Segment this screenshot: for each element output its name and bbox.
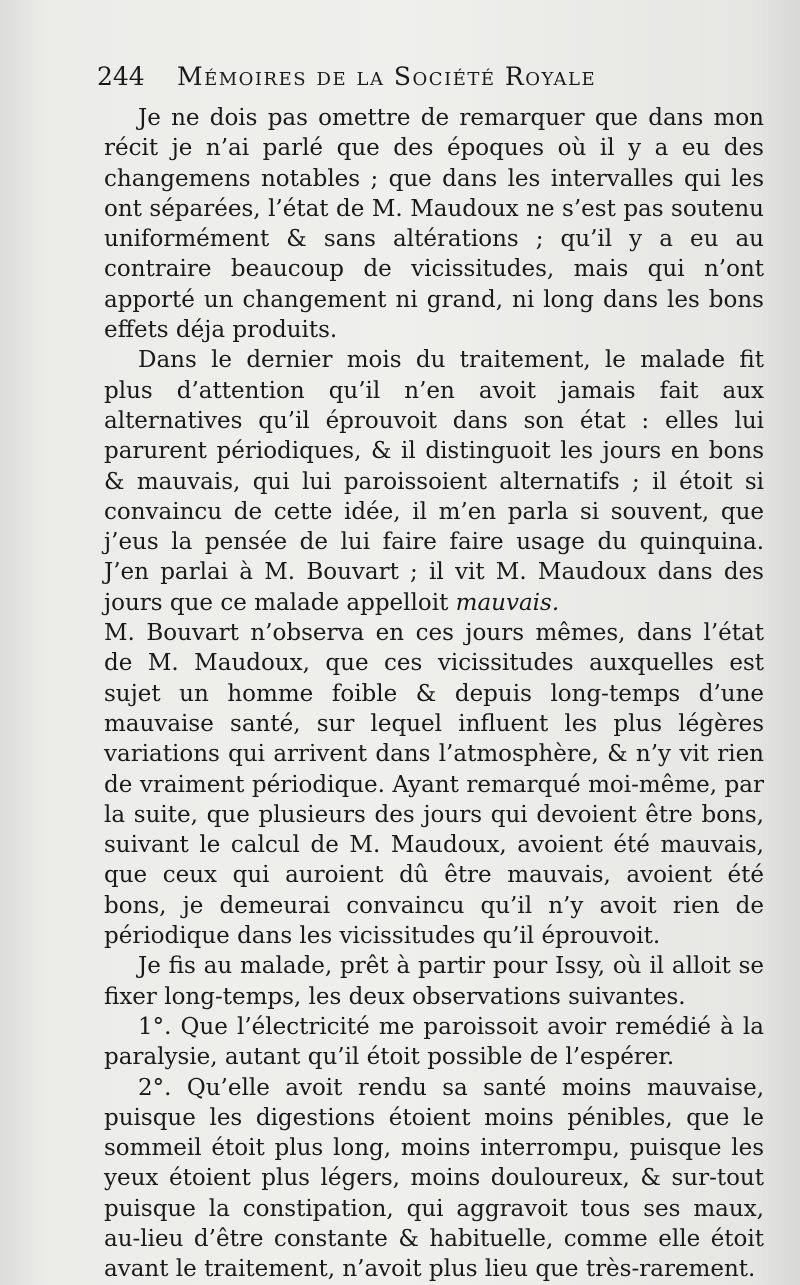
paragraph: 1°. Que l’électricité me paroissoit avoir remédié à la paralysie, autant qu’il étoit possible de l’espérer.: [104, 1013, 764, 1071]
paragraph-text: Dans le dernier mois du traitement, le malade fit plus d’attention qu’il n’en avoit jamais fait aux alternatives qu’il éprouvoit dans son état : elles lui parurent périodiques, & il distinguoit les jours en bons & mauvais, qui lui paroissoient alternatifs ; il étoit si convaincu de cette idée, il m’en parla si souvent, que j’eus la pensée de lui faire faire usage du quinquina. J’en parlai à M. Bouvart ; il vit M. Maudoux dans des jours que ce malade appelloit: [104, 347, 764, 616]
paragraph: 2°. Qu’elle avoit rendu sa santé moins mauvaise, puisque les digestions étoient moins pénibles, que le sommeil étoit plus long, moins interrompu, puisque les yeux étoient plus légers, moins douloureux, & sur-tout puisque la constipation, qui aggravoit tous ses maux, au-lieu d’être constante & habituelle, comme elle étoit avant le traitement, n’avoit plus lieu que très-rarement.: [104, 1074, 764, 1283]
running-title: Mémoires de la Société Royale: [177, 62, 597, 91]
paragraph: Je ne dois pas omettre de remarquer que dans mon récit je n’ai parlé que des époques où il y a eu des changemens notables ; que dans les intervalles qui les ont séparées, l’état de M. Maudoux ne s’est pas soutenu uniformément & sans altérations ; qu’il y a eu au contraire beaucoup de vicissitudes, mais qui n’ont apporté un changement ni grand, ni long dans les bons effets déja produits.: [104, 105, 764, 344]
paragraph: [104, 345, 764, 618]
paragraph: M. Bouvart n’observa en ces jours mêmes, dans l’état de M. Maudoux, que ces vicissitudes auxquelles est sujet un homme foible & depuis long-temps d’une mauvaise santé, sur lequel influent les plus légères variations qui arrivent dans l’atmosphère, & n’y vit rien de vraiment périodique. Ayant remarqué moi-même, par la suite, que plusieurs des jours qui devoient être bons, suivant le calcul de M. Maudoux, avoient été mauvais, que ceux qui auroient dû être mauvais, avoient été bons, je demeurai convaincu qu’il n’y avoit rien de périodique dans les vicissitudes qu’il éprouvoit.: [104, 620, 764, 950]
running-header: [97, 62, 697, 91]
italic-word: mauvais.: [455, 589, 560, 616]
page-number: 244: [97, 62, 145, 91]
paragraph: Je fis au malade, prêt à partir pour Issy, où il alloit se fixer long-temps, les deux observations suivantes.: [104, 953, 764, 1010]
body-text: [104, 103, 764, 1285]
